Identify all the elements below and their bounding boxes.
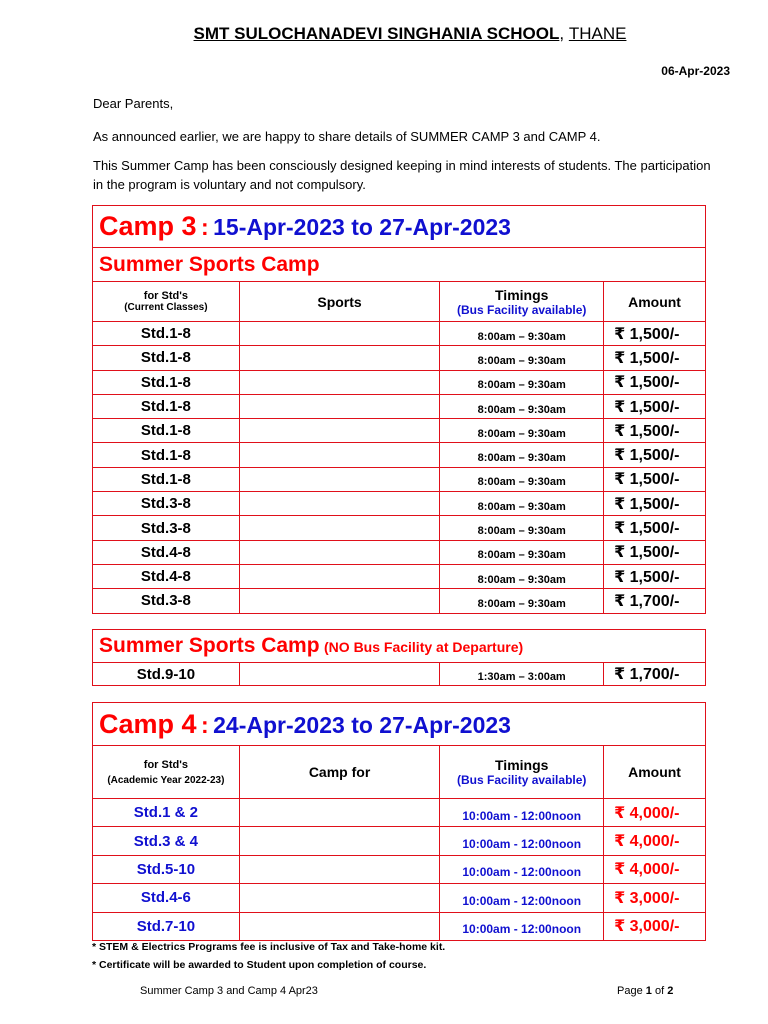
camp3-timings-header xyxy=(440,282,604,322)
letter-date: 06-Apr-2023 xyxy=(661,64,730,78)
camp3-table xyxy=(92,205,706,614)
row-time: 8:00am – 9:30am xyxy=(440,443,604,467)
row-camp xyxy=(239,855,440,883)
table-row xyxy=(93,492,706,516)
camp3-header-row xyxy=(93,282,706,322)
row-amount: ₹ 4,000/- xyxy=(604,855,706,883)
row-sport xyxy=(239,322,440,346)
row-camp xyxy=(239,799,440,827)
camp3b-amount: ₹ 1,700/- xyxy=(604,663,706,686)
row-std: Std.3-8 xyxy=(93,589,240,613)
camp3b-note: (NO Bus Facility at Departure) xyxy=(324,639,524,655)
school-title xyxy=(0,24,768,44)
row-camp xyxy=(239,912,440,940)
row-amount: ₹ 1,500/- xyxy=(604,322,706,346)
row-amount: ₹ 1,500/- xyxy=(604,467,706,491)
row-amount: ₹ 1,500/- xyxy=(604,394,706,418)
camp4-rows xyxy=(93,799,706,941)
table-row xyxy=(93,589,706,613)
row-time: 8:00am – 9:30am xyxy=(440,419,604,443)
footer-page-current: 1 xyxy=(645,985,652,997)
row-sport xyxy=(239,346,440,370)
footer-page-total: 2 xyxy=(667,985,674,997)
row-std: Std.5-10 xyxy=(93,855,240,883)
row-time: 8:00am – 9:30am xyxy=(440,467,604,491)
row-sport xyxy=(239,516,440,540)
camp3b-time: 1:30am – 3:00am xyxy=(440,663,604,686)
camp3b-section xyxy=(93,630,706,663)
camp3-label: Camp 3 xyxy=(99,211,197,241)
footer-of-label: of xyxy=(654,985,665,997)
table-row xyxy=(93,394,706,418)
footer-page-label: Page xyxy=(617,985,643,997)
camp3b-section-title: Summer Sports Camp xyxy=(99,634,320,657)
table-row xyxy=(93,912,706,940)
table-row xyxy=(93,827,706,855)
row-sport xyxy=(239,589,440,613)
salutation: Dear Parents, xyxy=(93,96,174,111)
camp3-heading xyxy=(93,206,706,248)
table-row xyxy=(93,540,706,564)
row-amount: ₹ 1,500/- xyxy=(604,564,706,588)
table-row xyxy=(93,443,706,467)
camp3b-table xyxy=(92,629,706,686)
camp3-rows xyxy=(93,322,706,614)
row-std: Std.4-6 xyxy=(93,884,240,912)
row-amount: ₹ 1,500/- xyxy=(604,516,706,540)
row-std: Std.1-8 xyxy=(93,394,240,418)
row-std: Std.4-8 xyxy=(93,564,240,588)
table-row xyxy=(93,799,706,827)
camp4-colon: : xyxy=(201,711,209,738)
row-std: Std.1 & 2 xyxy=(93,799,240,827)
row-time: 10:00am - 12:00noon xyxy=(440,799,604,827)
row-sport xyxy=(239,370,440,394)
table-row xyxy=(93,663,706,686)
row-time: 8:00am – 9:30am xyxy=(440,492,604,516)
table-row xyxy=(93,564,706,588)
camp3-timings-label: Timings xyxy=(495,286,549,303)
note-stem-fee: * STEM & Electrics Programs fee is inclusive of Tax and Take-home kit. xyxy=(92,941,446,953)
row-amount: ₹ 1,500/- xyxy=(604,419,706,443)
row-camp xyxy=(239,827,440,855)
table-row xyxy=(93,346,706,370)
row-amount: ₹ 1,500/- xyxy=(604,540,706,564)
camp4-bus-note: (Bus Facility available) xyxy=(457,773,587,787)
row-amount: ₹ 3,000/- xyxy=(604,912,706,940)
camp4-table xyxy=(92,702,706,941)
camp3-heading-row xyxy=(93,206,706,248)
intro-paragraph: As announced earlier, we are happy to share details of SUMMER CAMP 3 and CAMP 4. xyxy=(93,129,601,144)
row-sport xyxy=(239,540,440,564)
row-std: Std.3-8 xyxy=(93,516,240,540)
row-sport xyxy=(239,443,440,467)
camp4-heading xyxy=(93,703,706,746)
camp4-std-header-sub: (Academic Year 2022-23) xyxy=(107,774,225,786)
camp3-dates: 15-Apr-2023 to 27-Apr-2023 xyxy=(213,214,511,240)
row-amount: ₹ 4,000/- xyxy=(604,827,706,855)
row-time: 8:00am – 9:30am xyxy=(440,516,604,540)
table-row xyxy=(93,884,706,912)
row-amount: ₹ 1,500/- xyxy=(604,346,706,370)
title-separator: , xyxy=(559,24,565,43)
table-row xyxy=(93,855,706,883)
row-time: 8:00am – 9:30am xyxy=(440,370,604,394)
row-amount: ₹ 4,000/- xyxy=(604,799,706,827)
camp4-label: Camp 4 xyxy=(99,708,197,739)
row-std: Std.3-8 xyxy=(93,492,240,516)
camp4-timings-header xyxy=(440,746,604,799)
row-sport xyxy=(239,492,440,516)
row-std: Std.7-10 xyxy=(93,912,240,940)
row-amount: ₹ 3,000/- xyxy=(604,884,706,912)
camp3b-sport xyxy=(239,663,440,686)
school-city: THANE xyxy=(568,24,627,43)
camp3-bus-note: (Bus Facility available) xyxy=(457,302,587,317)
row-time: 8:00am – 9:30am xyxy=(440,564,604,588)
table-row xyxy=(93,467,706,491)
row-time: 8:00am – 9:30am xyxy=(440,540,604,564)
row-time: 10:00am - 12:00noon xyxy=(440,884,604,912)
row-std: Std.1-8 xyxy=(93,370,240,394)
camp3b-std: Std.9-10 xyxy=(93,663,240,686)
camp3-std-header-label: for Std's xyxy=(143,290,188,302)
row-time: 10:00am - 12:00noon xyxy=(440,855,604,883)
row-std: Std.1-8 xyxy=(93,467,240,491)
row-time: 10:00am - 12:00noon xyxy=(440,912,604,940)
footer-doc-name: Summer Camp 3 and Camp 4 Apr23 xyxy=(140,985,318,997)
camp4-amount-header: Amount xyxy=(604,746,706,799)
row-sport xyxy=(239,394,440,418)
row-sport xyxy=(239,564,440,588)
school-name: SMT SULOCHANADEVI SINGHANIA SCHOOL xyxy=(193,24,560,43)
row-time: 8:00am – 9:30am xyxy=(440,346,604,370)
table-row xyxy=(93,419,706,443)
row-std: Std.1-8 xyxy=(93,346,240,370)
table-row xyxy=(93,370,706,394)
camp3-section-row xyxy=(93,248,706,282)
row-sport xyxy=(239,467,440,491)
row-amount: ₹ 1,500/- xyxy=(604,370,706,394)
camp4-dates: 24-Apr-2023 to 27-Apr-2023 xyxy=(213,711,511,738)
table-row xyxy=(93,516,706,540)
camp3-std-header-sub: (Current Classes) xyxy=(124,302,208,313)
row-camp xyxy=(239,884,440,912)
camp4-header-row xyxy=(93,746,706,799)
camp3-sports-header: Sports xyxy=(239,282,440,322)
row-time: 8:00am – 9:30am xyxy=(440,394,604,418)
camp3-std-header xyxy=(93,282,240,322)
row-time: 10:00am - 12:00noon xyxy=(440,827,604,855)
camp3-colon: : xyxy=(201,214,209,240)
camp4-timings-label: Timings xyxy=(495,757,549,773)
camp4-campfor-header: Camp for xyxy=(239,746,440,799)
row-time: 8:00am – 9:30am xyxy=(440,589,604,613)
camp4-heading-row xyxy=(93,703,706,746)
camp3b-section-row xyxy=(93,630,706,663)
row-time: 8:00am – 9:30am xyxy=(440,322,604,346)
row-amount: ₹ 1,500/- xyxy=(604,492,706,516)
row-sport xyxy=(239,419,440,443)
camp4-std-header xyxy=(93,746,240,799)
row-amount: ₹ 1,500/- xyxy=(604,443,706,467)
row-amount: ₹ 1,700/- xyxy=(604,589,706,613)
camp4-std-header-label: for Std's xyxy=(143,758,188,771)
row-std: Std.1-8 xyxy=(93,322,240,346)
row-std: Std.4-8 xyxy=(93,540,240,564)
row-std: Std.1-8 xyxy=(93,419,240,443)
camp3-amount-header: Amount xyxy=(604,282,706,322)
row-std: Std.3 & 4 xyxy=(93,827,240,855)
note-certificate: * Certificate will be awarded to Student upon completion of course. xyxy=(92,959,427,971)
row-std: Std.1-8 xyxy=(93,443,240,467)
footer-page-number xyxy=(617,985,673,997)
table-row xyxy=(93,322,706,346)
camp3-section-title: Summer Sports Camp xyxy=(93,248,706,282)
description-paragraph: This Summer Camp has been consciously designed keeping in mind interests of students. The participation in the program is voluntary and not compulsory. xyxy=(93,158,711,192)
